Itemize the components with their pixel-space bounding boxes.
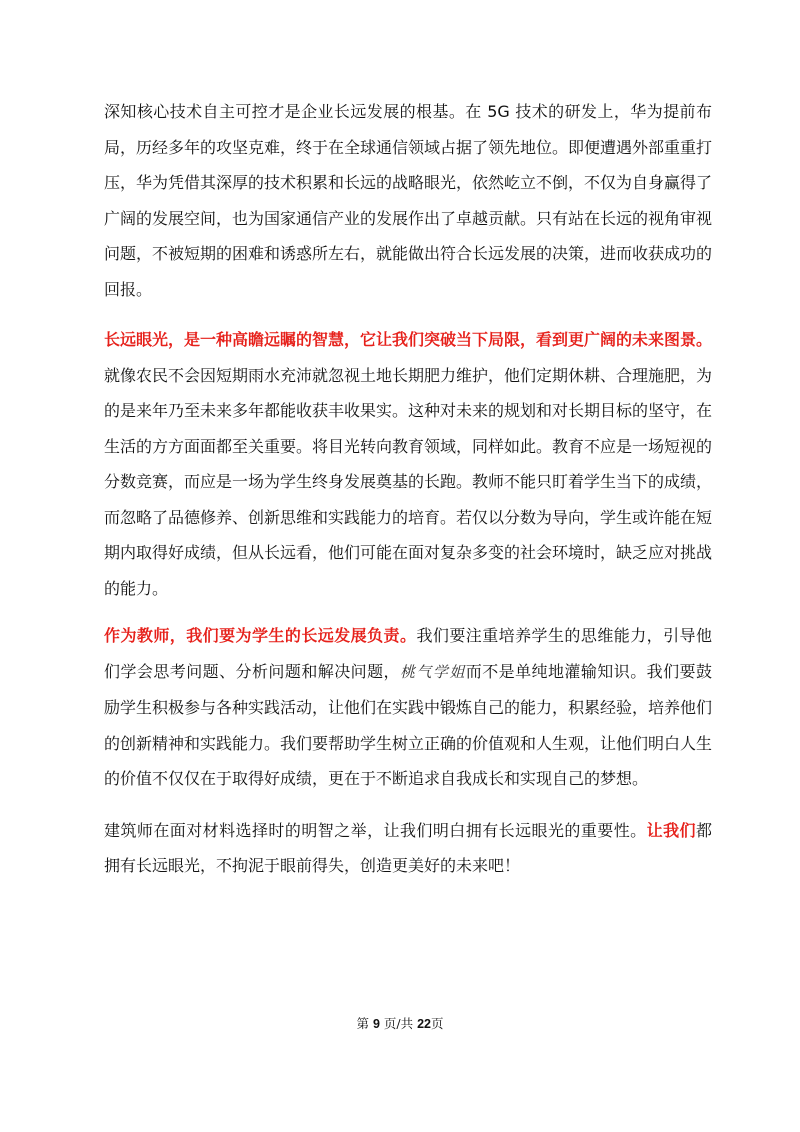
paragraph-text: 而不是单纯地灌输知识。我们要鼓励学生积极参与各种实践活动，让他们在实践中锻炼自己的能力，积累经验，培养他们的创新精神和实践能力。我们要帮助学生树立正确的价值观和人生观，让他们明白人生的价值不仅仅在于取得好成绩，更在于不断追求自我成长和实现自己的梦想。 [104,661,713,788]
watermark-text: 桃气学姐 [399,662,466,681]
paragraph-teacher-responsibility [104,618,712,797]
paragraph-text: 就像农民不会因短期雨水充沛就忽视土地长期肥力维护，他们定期休耕、合理施肥，为的是来年乃至未来多年都能收获丰收果实。这种对未来的规划和对长期目标的坚守，在生活的方方面面都至关重要。将目光转向教育领域，同样如此。教育不应是一场短视的分数竞赛，而应是一场为学生终身发展奠基的长跑。教师不能只盯着学生当下的成绩，而忽略了品德修养、创新思维和实践能力的培育。若仅以分数为导向，学生或许能在短期内取得好成绩，但从长远看，他们可能在面对复杂多变的社会环境时，缺乏应对挑战的能力。 [104,365,713,598]
highlighted-phrase: 让我们 [646,820,696,840]
paragraph-text: 建筑师在面对材料选择时的明智之举，让我们明白拥有长远眼光的重要性。 [104,820,647,840]
highlighted-thesis: 作为教师，我们要为学生的长远发展负责。 [104,626,417,645]
highlighted-thesis: 长远眼光，是一种高瞻远瞩的智慧，它让我们突破当下局限，看到更广阔的未来图景。 [104,330,713,349]
paragraph-text: 我们要注重培养学生的思维能力，引导他们学会思考问题、分析问题和解决问题， [104,626,712,681]
paragraph-text: 深知核心技术自主可控才是企业长远发展的根基。在 5G 技术的研发上，华为提前布局，历经多年的攻坚克难，终于在全球通信领域占据了领先地位。即便遭遇外部重重打压，华为凭借其深厚的技术积累和长远的战略眼光，依然屹立不倒，不仅为自身赢得了广阔的发展空间，也为国家通信产业的发展作出了卓越贡献。只有站在长远的视角审视问题，不被短期的困难和诱惑所左右，就能做出符合长远发展的决策，进而收获成功的回报。 [104,102,713,299]
footer-middle: 页/共 [383,1016,414,1031]
paragraph-text: 都拥有长远眼光，不拘泥于眼前得失，创造更美好的未来吧！ [104,820,712,875]
total-pages-number: 22 [417,1017,432,1031]
paragraph-conclusion [104,813,712,884]
current-page-number: 9 [372,1017,380,1031]
footer-prefix: 第 [356,1016,369,1031]
paragraph-long-term-vision [104,322,712,606]
page-footer [0,1014,800,1032]
paragraph-huawei [104,94,712,307]
footer-suffix: 页 [431,1016,444,1031]
document-body [104,94,712,884]
